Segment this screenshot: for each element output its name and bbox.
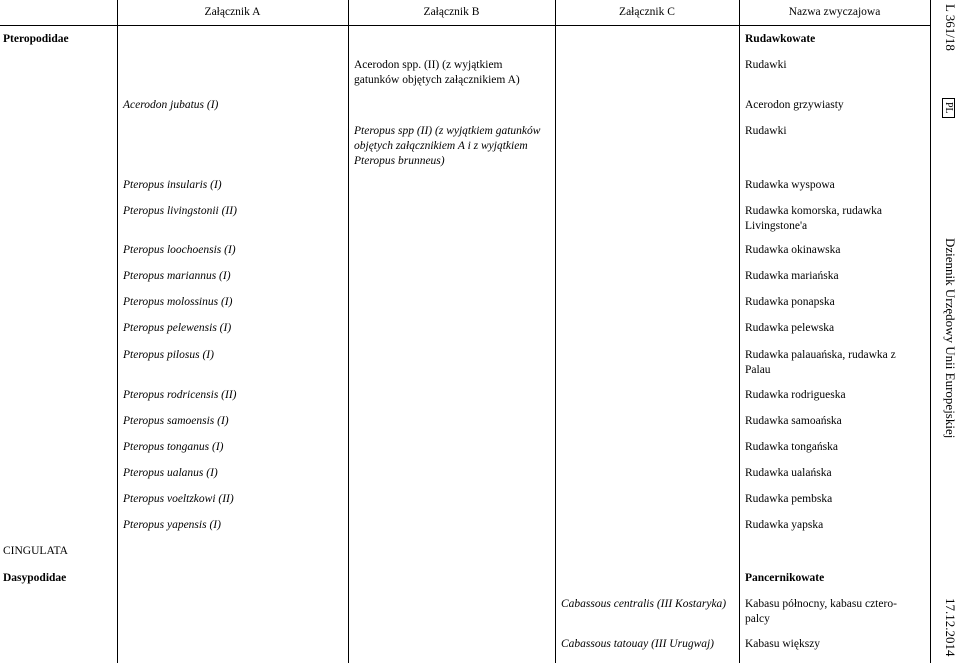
common-name (745, 348, 896, 378)
order-label: CINGULATA (3, 545, 68, 557)
common-name (745, 204, 882, 234)
common-name-line: Rudawka palauańska, rudawka z (745, 349, 896, 361)
common-name: Rudawka rodrigueska (745, 389, 846, 401)
family-label: Pteropodidae (3, 33, 69, 45)
language-code (942, 98, 958, 118)
header-annex-c: Załącznik C (619, 6, 675, 18)
language-box: PL (942, 98, 955, 118)
common-name: Rudawka yapska (745, 519, 824, 531)
publication-date: 17.12.2014 (943, 598, 958, 657)
annex-b-entry (354, 124, 540, 169)
common-name-line: palcy (745, 613, 770, 625)
annex-a-entry: Pteropus molossinus (I) (123, 296, 233, 308)
annex-b-line: objętych załącznikiem A i z wyjątkiem (354, 140, 528, 152)
annex-a-entry: Pteropus insularis (I) (123, 179, 222, 191)
common-name: Acerodon grzywiasty (745, 99, 844, 111)
column-divider (930, 0, 931, 663)
family-label: Dasypodidae (3, 572, 67, 584)
annex-c-entry: Cabassous centralis (III Kostaryka) (561, 598, 727, 610)
annex-a-entry: Pteropus rodricensis (II) (123, 389, 237, 401)
common-name: Rudawki (745, 59, 787, 71)
common-name: Rudawka pelewska (745, 322, 835, 334)
annex-a-entry: Pteropus samoensis (I) (123, 415, 229, 427)
common-name: Rudawkowate (745, 33, 816, 45)
common-name-line: Palau (745, 364, 771, 376)
annex-a-entry: Pteropus yapensis (I) (123, 519, 221, 531)
annex-a-entry: Pteropus voeltzkowi (II) (123, 493, 234, 505)
header-annex-b: Załącznik B (423, 6, 480, 18)
column-divider (739, 0, 740, 663)
annex-a-entry: Pteropus pelewensis (I) (123, 322, 232, 334)
annex-a-entry: Pteropus mariannus (I) (123, 270, 231, 282)
header-divider (0, 25, 930, 26)
common-name: Rudawka ualańska (745, 467, 832, 479)
common-name: Rudawka tongańska (745, 441, 838, 453)
common-name: Rudawka ponapska (745, 296, 835, 308)
header-common-name: Nazwa zwyczajowa (788, 6, 881, 18)
annex-a-entry: Pteropus ualanus (I) (123, 467, 218, 479)
column-divider (117, 0, 118, 663)
common-name: Rudawka samoańska (745, 415, 842, 427)
common-name: Pancernikowate (745, 572, 825, 584)
journal-title: Dziennik Urzędowy Unii Europejskiej (943, 238, 958, 439)
annex-a-entry: Pteropus tonganus (I) (123, 441, 224, 453)
common-name-line: Livingstone'a (745, 220, 808, 232)
common-name: Rudawka pembska (745, 493, 833, 505)
annex-b-line: Pteropus brunneus) (354, 155, 445, 167)
annex-a-entry: Pteropus loochoensis (I) (123, 244, 236, 256)
common-name (745, 597, 897, 627)
page-reference: L 361/18 (943, 4, 958, 51)
common-name-line: Rudawka komorska, rudawka (745, 205, 883, 217)
header-annex-a: Załącznik A (204, 6, 261, 18)
common-name-line: Kabasu północny, kabasu cztero- (745, 598, 897, 610)
annex-a-entry: Pteropus livingstonii (II) (123, 205, 237, 217)
annex-a-entry: Acerodon jubatus (I) (123, 99, 219, 111)
annex-a-entry: Pteropus pilosus (I) (123, 349, 214, 361)
annex-b-line: gatunków objętych załącznikiem A) (354, 74, 520, 86)
common-name: Rudawki (745, 125, 787, 137)
annex-b-line: Pteropus spp (II) (z wyjątkiem gatunków (354, 125, 541, 137)
annex-b-entry (354, 58, 520, 88)
common-name: Rudawka okinawska (745, 244, 841, 256)
common-name: Rudawka wyspowa (745, 179, 835, 191)
common-name: Rudawka mariańska (745, 270, 839, 282)
column-divider (348, 0, 349, 663)
column-divider (555, 0, 556, 663)
annex-b-line: Acerodon spp. (II) (z wyjątkiem (354, 59, 503, 71)
annex-c-entry: Cabassous tatouay (III Urugwaj) (561, 638, 715, 650)
common-name: Kabasu większy (745, 638, 821, 650)
